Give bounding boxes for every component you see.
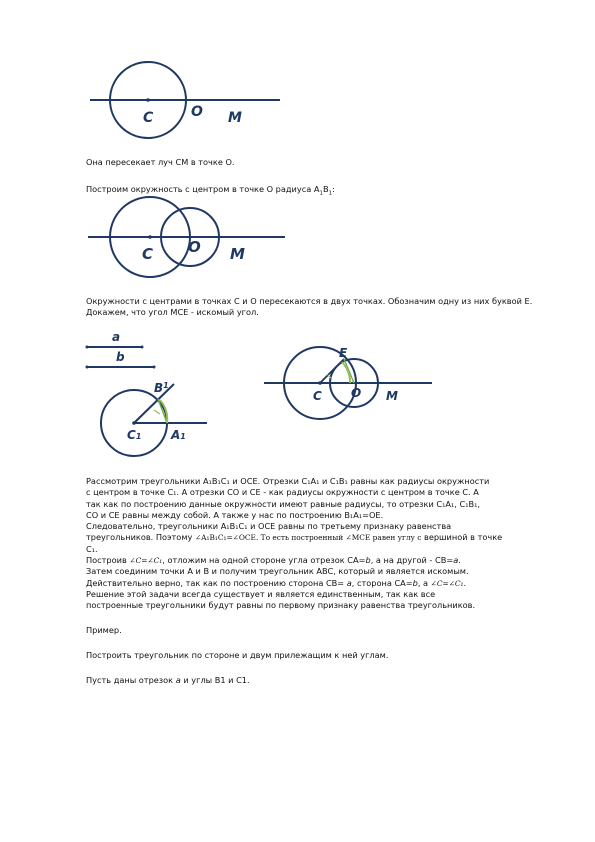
label-a1: A1 <box>171 428 186 442</box>
figure-circle-ray <box>80 55 300 150</box>
figure-two-circles <box>80 195 300 290</box>
label-m: M <box>228 110 242 126</box>
label-o: O <box>351 386 362 400</box>
proof-paragraph: Рассмотрим треугольники A₁B₁C₁ и OCE. Отрезки C₁A₁ и C₁B₁ равны как радиусы окружности с центром в точке C₁. А отрезки CO и CE - как радиусы окружности с центром в точке C. А так как по построению данные окружности имеют равные радиусы, то отрезки C₁A₁, C₁B₁, CO и CE равны между собой. А также у нас по построению B₁A₁=OE. Следовательно, треугольники A₁B₁C₁ и OCE равны по третьему признаку равенства треугольников. Поэтому ∠A₁B₁C₁=∠OCE. То есть построенный ∠MCE равен углу с вершиной в точке C₁. Построив ∠C=∠C₁, отложим на одной стороне угла отрезок CA=b, а на другой - CB=a. Затем соединим точки A и B и получим треугольник ABC, который и является искомым. Действительно верно, так как по построению сторона CB= a, сторона CA=b, а ∠C=∠C₁. Решение этой задачи всегда существует и является единственным, так как все построенные треугольники будут равны по первому признаку равенства треугольников. <box>86 476 503 611</box>
text-circles-intersect: Окружности с центрами в точках С и О пересекаются в двух точках. Обозначим одну из них буквой Е. Докажем, что угол МСЕ - искомый угол. <box>86 296 533 318</box>
label-m: M <box>386 389 398 403</box>
label-a: a <box>112 330 121 344</box>
label-c1: C1 <box>127 428 142 442</box>
label-o: O <box>188 238 201 256</box>
label-o: O <box>191 104 203 120</box>
figure-given-segments-angle <box>80 328 220 468</box>
label-c: C <box>142 245 154 263</box>
figure-constructed-angle <box>260 340 440 430</box>
label-m: M <box>230 245 245 263</box>
text-example: Пример. <box>86 625 122 635</box>
text-build-circle: Построим окружность с центром в точке О радиуса $А_1В_1$: <box>86 184 335 197</box>
text-task: Построить треугольник по стороне и двум прилежащим к ней углам. <box>86 650 389 660</box>
text-intersects: Она пересекает луч СМ в точке О. <box>86 157 235 167</box>
label-c: C <box>143 110 154 126</box>
label-b: b <box>116 350 125 364</box>
label-e: E <box>339 346 348 360</box>
label-c: C <box>313 389 322 403</box>
label-b1: $B^1$ <box>154 381 169 395</box>
text-given: Пусть даны отрезок a и углы B1 и C1. <box>86 675 250 685</box>
